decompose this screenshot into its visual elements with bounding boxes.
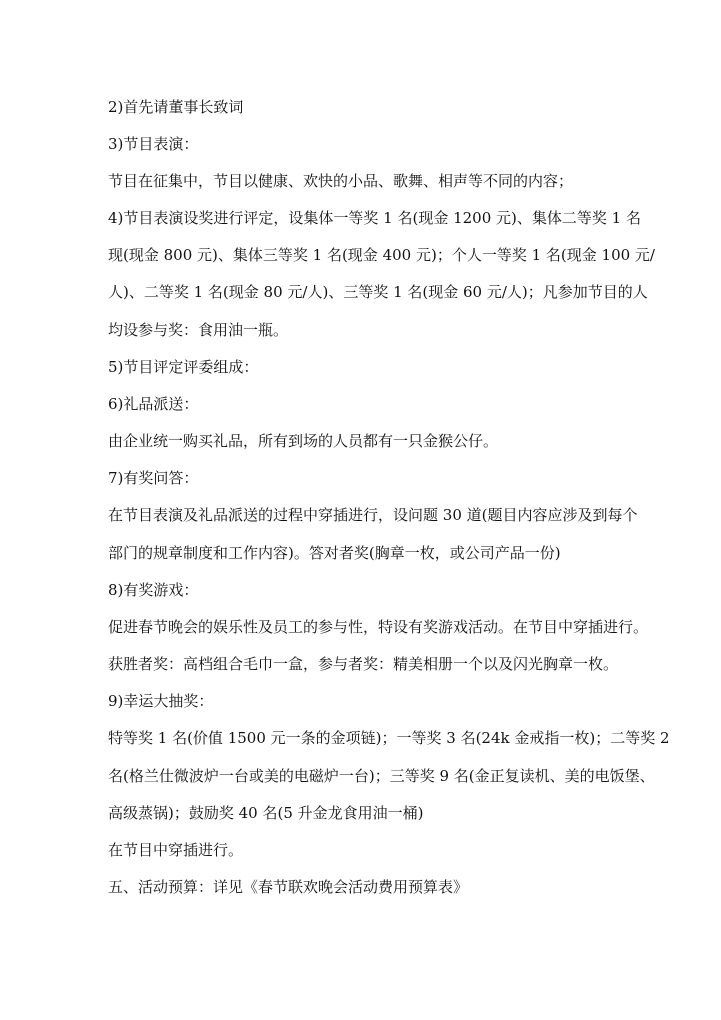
text-line: 4)节目表演设奖进行评定，设集体一等奖 1 名(现金 1200 元)、集体二等奖 1 名 [108, 209, 641, 227]
text-line: 促进春节晚会的娱乐性及员工的参与性，特设有奖游戏活动。在节目中穿插进行。 [108, 618, 649, 636]
text-line: 均设参与奖：食用油一瓶。 [108, 321, 289, 339]
text-line: 5)节目评定评委组成： [108, 358, 259, 376]
text-line: 特等奖 1 名(价值 1500 元一条的金项链)；一等奖 3 名(24k 金戒指一枚)；二等奖 2 [108, 729, 670, 747]
text-line: 现(现金 800 元)、集体三等奖 1 名(现金 400 元)；个人一等奖 1 名(现金 100 元/ [108, 246, 655, 264]
text-line: 高级蒸锅)；鼓励奖 40 名(5 升金龙食用油一桶) [108, 804, 424, 822]
text-line: 8)有奖游戏： [108, 581, 199, 599]
text-line: 人)、二等奖 1 名(现金 80 元/人)、三等奖 1 名(现金 60 元/人)；凡参加节目的人 [108, 283, 648, 301]
text-line: 由企业统一购买礼品，所有到场的人员都有一只金猴公仔。 [108, 432, 499, 450]
text-line: 9)幸运大抽奖： [108, 692, 214, 710]
text-line: 在节目表演及礼品派送的过程中穿插进行，设问题 30 道(题目内容应涉及到每个 [108, 506, 638, 524]
text-line: 五、活动预算：详见《春节联欢晚会活动费用预算表》 [108, 878, 469, 896]
text-line: 名(格兰仕微波炉一台或美的电磁炉一台)；三等奖 9 名(金正复读机、美的电饭堡、 [108, 767, 655, 785]
text-line: 7)有奖问答： [108, 469, 199, 487]
text-line: 3)节目表演： [108, 135, 199, 153]
text-line: 6)礼品派送： [108, 395, 199, 413]
text-line: 获胜者奖：高档组合毛巾一盒，参与者奖：精美相册一个以及闪光胸章一枚。 [108, 655, 619, 673]
text-line: 在节目中穿插进行。 [108, 841, 244, 859]
text-line: 部门的规章制度和工作内容)。答对者奖(胸章一枚，或公司产品一份) [108, 544, 561, 562]
text-line: 节目在征集中，节目以健康、欢快的小品、歌舞、相声等不同的内容； [108, 172, 574, 190]
text-line: 2)首先请董事长致词 [108, 98, 244, 116]
